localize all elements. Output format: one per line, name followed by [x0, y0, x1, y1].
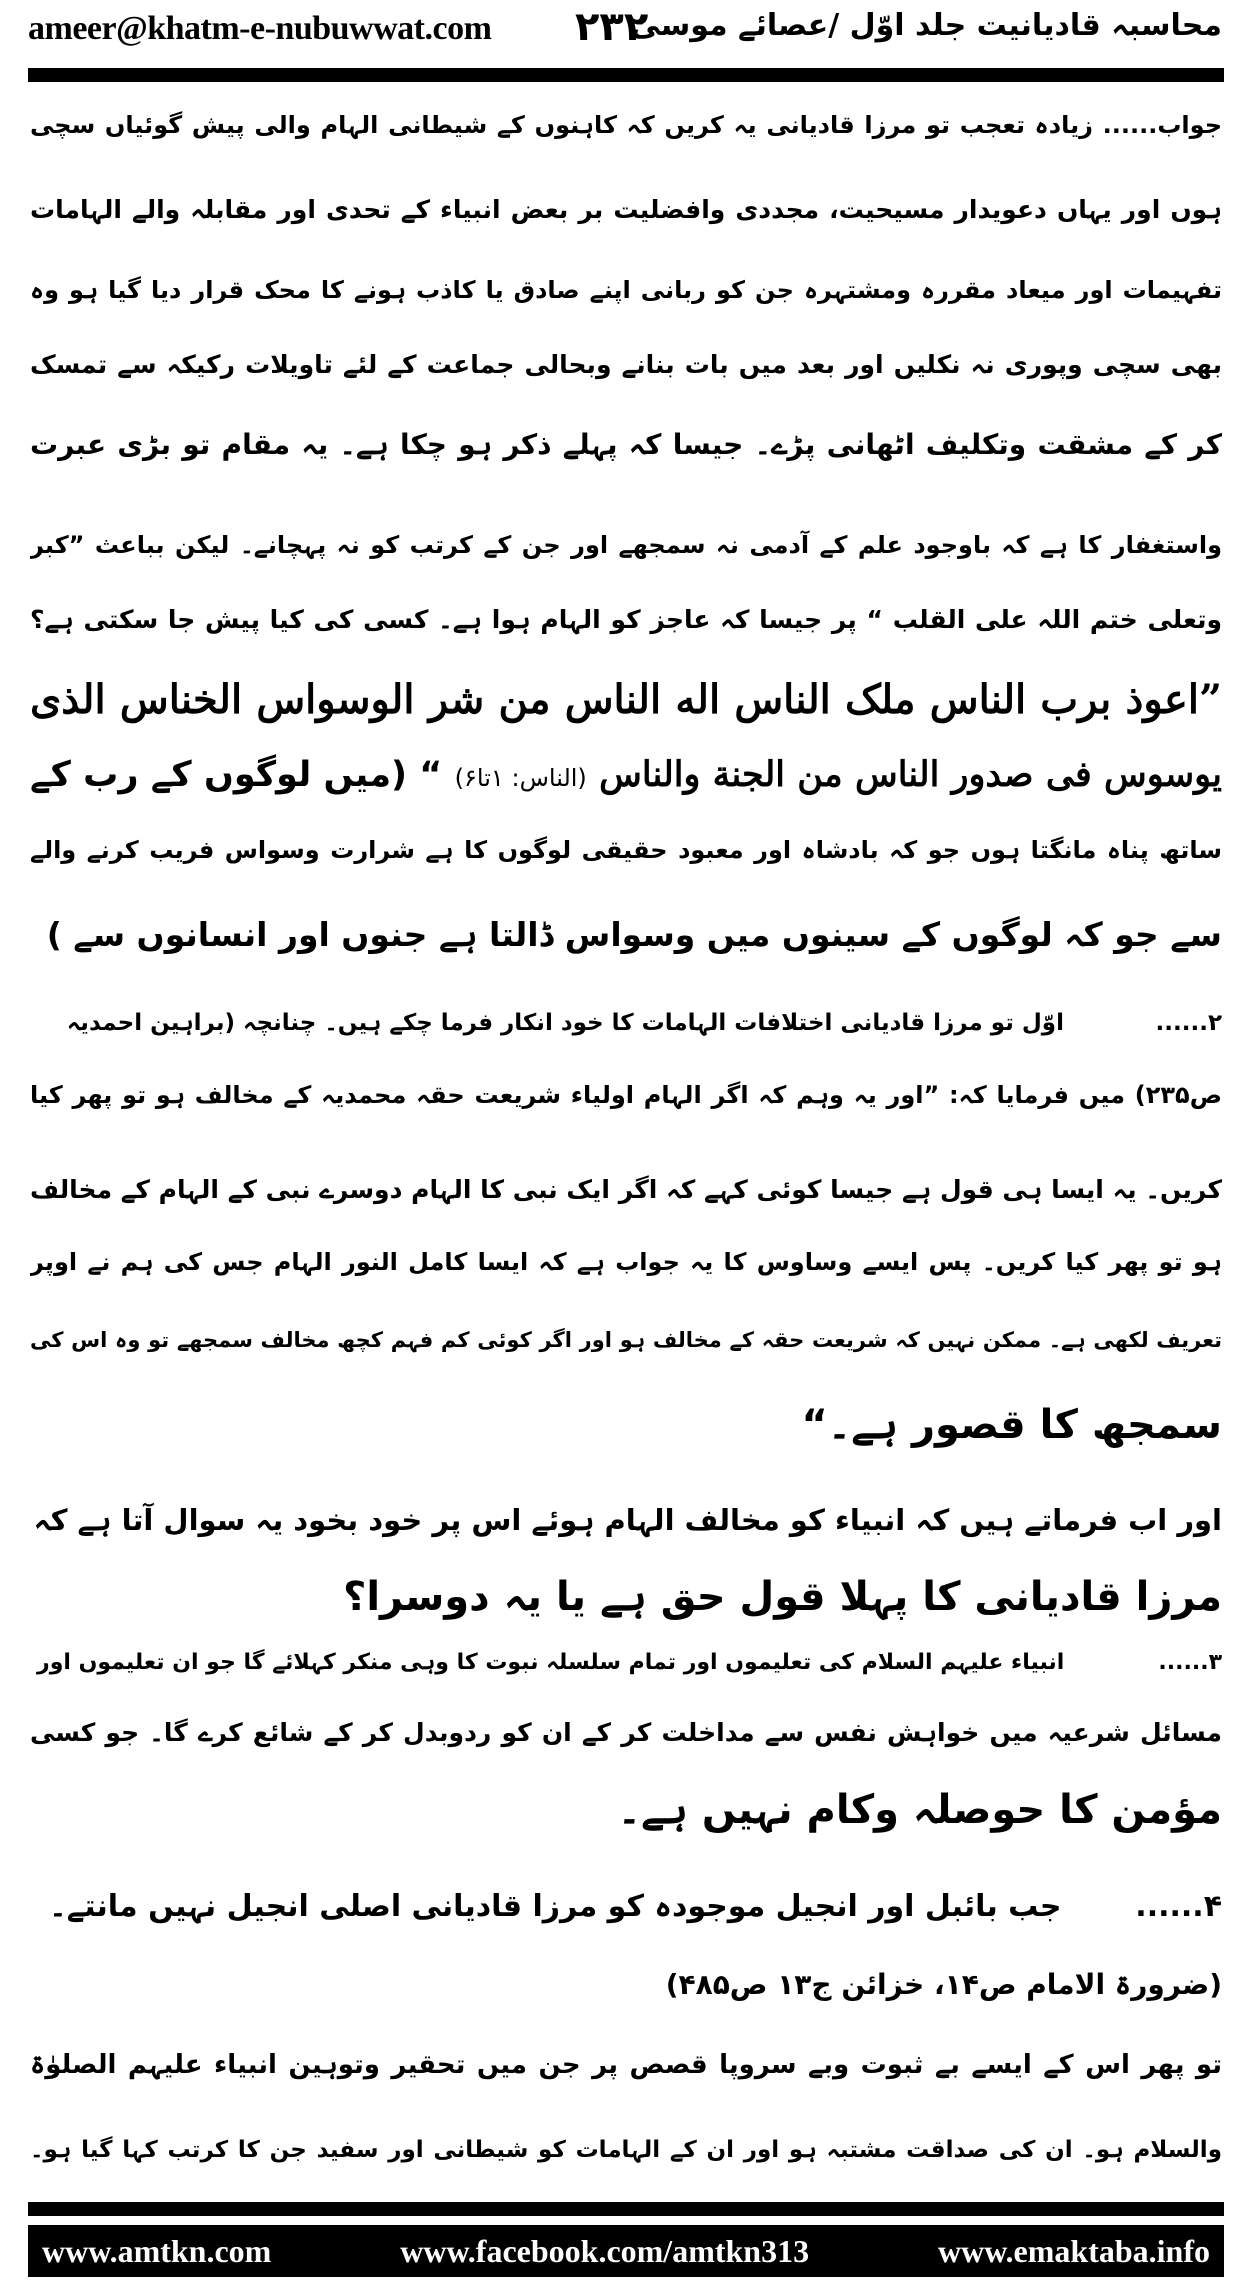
- text-line: کر کے مشقت وتکلیف اٹھانی پڑے۔ جیسا کہ پہلے ذکر ہو چکا ہے۔ یہ مقام تو بڑی عبرت: [30, 428, 1222, 461]
- text-line: تعریف لکھی ہے۔ ممکن نہیں کہ شریعت حقہ کے مخالف ہو اور اگر کوئی کم فہم کچھ مخالف سمجھے تو وہ اس کی: [30, 1328, 1222, 1352]
- point-text: اوّل تو مرزا قادیانی اختلافات الہامات کا خود انکار فرما چکے ہیں۔ چنانچہ (براہین احمدیہ: [66, 1010, 1064, 1036]
- text-line: تو پھر اس کے ایسے بے ثبوت وبے سروپا قصص پر جن میں تحقیر وتوہین انبیاء علیہم الصلوٰۃ: [30, 2050, 1222, 2080]
- text-line: مسائل شرعیہ میں خواہش نفس سے مداخلت کر کے ان کو ردوبدل کر کے شائع کرے گا۔ جو کسی: [30, 1718, 1222, 1747]
- text-line: ہو تو پھر کیا کریں۔ پس ایسے وساوس کا یہ جواب ہے کہ ایسا کامل النور الہام جس کی ہم نے اوپر: [30, 1248, 1222, 1276]
- numbered-point: [30, 1631, 1222, 1695]
- text-line: بھی سچی وپوری نہ نکلیں اور بعد میں بات بنانے وبحالی جماعت کے لئے تاویلات رکیکہ سے تمسک: [30, 350, 1222, 379]
- text-line: مرزا قادیانی کا پہلا قول حق ہے یا یہ دوسرا؟: [343, 1574, 1222, 1620]
- point-number: ۴......: [1135, 1889, 1222, 1924]
- text-line: ساتھ پناہ مانگتا ہوں جو کہ بادشاہ اور معبود حقیقی لوگوں کا ہے شرارت وسواس فریب کرنے والے: [30, 836, 1222, 864]
- citation: (ضرورۃ الامام ص۱۴، خزائن ج۱۳ ص۴۸۵): [665, 1968, 1222, 2001]
- footer-link-amtkn[interactable]: www.amtkn.com: [42, 2232, 272, 2269]
- book-title: محاسبہ قادیانیت جلد اوّل /عصائے موسیٰ: [630, 8, 1222, 43]
- page-number: ۲۳۲: [575, 4, 649, 50]
- header-email: ameer@khatm-e-nubuwwat.com: [28, 10, 492, 47]
- point-text: انبیاء علیہم السلام کی تعلیموں اور تمام سلسلہ نبوت کا وہی منکر کہلائے گا جو ان تعلیموں اور: [37, 1650, 1065, 1675]
- text-line: کریں۔ یہ ایسا ہی قول ہے جیسا کوئی کہے کہ اگر ایک نبی کا الہام دوسرے نبی کے الہام کے مخالف: [30, 1175, 1222, 1204]
- text-line: سے جو کہ لوگوں کے سینوں میں وسواس ڈالتا ہے جنوں اور انسانوں سے ): [46, 915, 1222, 954]
- point-text: جب بائبل اور انجیل موجودہ کو مرزا قادیانی اصلی انجیل نہیں مانتے۔: [49, 1889, 1062, 1924]
- verse-reference: (الناس: ۱تا۶): [454, 764, 587, 792]
- point-number: ۲......: [1155, 1010, 1222, 1036]
- text-line: تفہیمات اور میعاد مقررہ ومشتہرہ جن کو ربانی اپنے صادق یا کاذب ہونے کا محک قرار دیا گیا ہو وہ: [30, 276, 1222, 304]
- text-line: والسلام ہو۔ ان کی صداقت مشتبہ ہو اور ان کے الہامات کو شیطانی اور سفید جن کا کرتب کہا گیا ہو۔: [30, 2137, 1222, 2163]
- text-line: ہوں اور یہاں دعویدار مسیحیت، مجددی وافضلیت بر بعض انبیاء کے تحدی اور مقابلہ والے الہامات: [30, 195, 1222, 224]
- footer-divider: [28, 2202, 1224, 2216]
- page-footer: [28, 2225, 1224, 2277]
- text-line: سمجھ کا قصور ہے۔“: [801, 1402, 1222, 1448]
- translation-start: “ (میں لوگوں کے رب کے: [30, 755, 443, 795]
- text-line: وتعلی ختم اللہ علی القلب “ پر جیسا کہ عاجز کو الہام ہوا ہے۔ کسی کی کیا پیش جا سکتی ہے؟: [30, 605, 1222, 634]
- header-divider: [28, 68, 1224, 82]
- quran-verse-text: یوسوس فی صدور الناس من الجنة والناس: [599, 754, 1222, 795]
- text-line: ص۲۳۵) میں فرمایا کہ: ”اور یہ وہم کہ اگر الہام اولیاء شریعت حقہ محمدیہ کے مخالف ہو تو پھر کیا: [30, 1081, 1222, 1109]
- text-line: واستغفار کا ہے کہ باوجود علم کے آدمی نہ سمجھے اور جن کے کرتب کو نہ پہچانے۔ لیکن بباعث ”کبر: [30, 531, 1222, 559]
- text-line: جواب...... زیادہ تعجب تو مرزا قادیانی یہ کریں کہ کاہنوں کے شیطانی الہام والی پیش گوئیاں سچی: [30, 111, 1222, 139]
- numbered-point: [30, 1875, 1222, 1939]
- footer-link-facebook[interactable]: www.facebook.com/amtkn313: [400, 2232, 810, 2269]
- footer-link-emaktaba[interactable]: www.emaktaba.info: [937, 2232, 1210, 2269]
- point-number: ۳......: [1158, 1650, 1222, 1675]
- text-line: اور اب فرماتے ہیں کہ انبیاء کو مخالف الہام ہوئے اس پر خود بخود یہ سوال آتا ہے کہ: [33, 1503, 1222, 1537]
- numbered-point: [30, 991, 1222, 1055]
- quran-verse-line: ”اعوذ برب الناس ملک الناس اله الناس من شر الوسواس الخناس الذی: [30, 676, 1222, 723]
- text-line: مؤمن کا حوصلہ وکام نہیں ہے۔: [617, 1787, 1222, 1833]
- quran-verse-line: [30, 743, 1222, 807]
